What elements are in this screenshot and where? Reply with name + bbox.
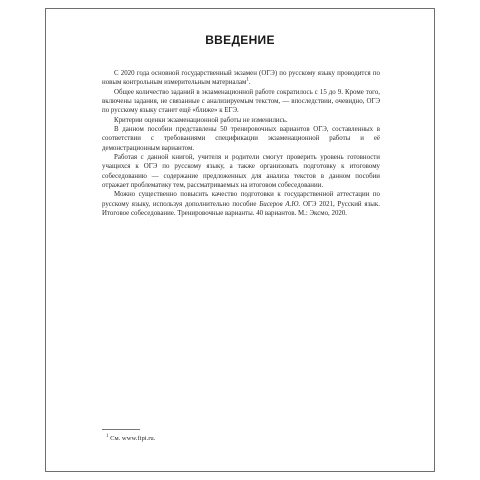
- paragraph-1-text: С 2020 года основной государственный экзамен (ОГЭ) по русскому языку проводится по новым контрольным измерительным материалам: [102, 70, 380, 87]
- footnote: [106, 432, 155, 443]
- paragraph-1: [102, 69, 380, 88]
- document-page: [45, 8, 435, 472]
- footnote-divider: [102, 429, 140, 430]
- paragraph-6: [102, 190, 380, 218]
- page-title: ВВЕДЕНИЕ: [205, 33, 275, 47]
- footnote-text: См. www.fipi.ru.: [110, 435, 156, 443]
- footnote-ref: 1: [246, 78, 249, 84]
- paragraph-6-tail: ОГЭ 2021, Русский язык. Итоговое собеседование. Тренировочные варианты. 40 вариантов. М.: Эксмо, 2020.: [102, 200, 380, 218]
- paragraph-5: Работая с данной книгой, учителя и родители смогут проверить уровень готовности учащихся к ОГЭ по русскому языку, а также организовать подготовку к итоговому собеседованию — содержание предложенных для анализа текстов в данном пособии отражает проблематику тем, рассматриваемых на итоговом собеседовании.: [102, 154, 380, 190]
- footnote-marker: 1: [106, 434, 109, 439]
- paragraph-4: В данном пособии представлены 50 тренировочных вариантов ОГЭ, составленных в соответствии с требованиями спецификации экзаменационной работы и её демонстрационным вариантом.: [102, 126, 380, 152]
- paragraph-6-author: Бисеров А.Ю.: [259, 200, 301, 208]
- paragraph-6-text: Можно существенно повысить качество подготовки к государственной аттестации по русскому языку, используя дополнительно пособие: [102, 191, 380, 208]
- paragraph-3: Критерии оценки экзаменационной работы не изменились.: [114, 116, 288, 124]
- paragraph-1-tail: .: [248, 79, 251, 87]
- paragraph-2: Общее количество заданий в экзаменационной работе сократилось с 15 до 9. Кроме того, включены задания, не связанные с анализируемым текстом, — впоследствии, очевидно, ОГЭ по русскому языку станет ещё «ближе» к ЕГЭ.: [102, 88, 380, 115]
- body-text: [102, 69, 380, 219]
